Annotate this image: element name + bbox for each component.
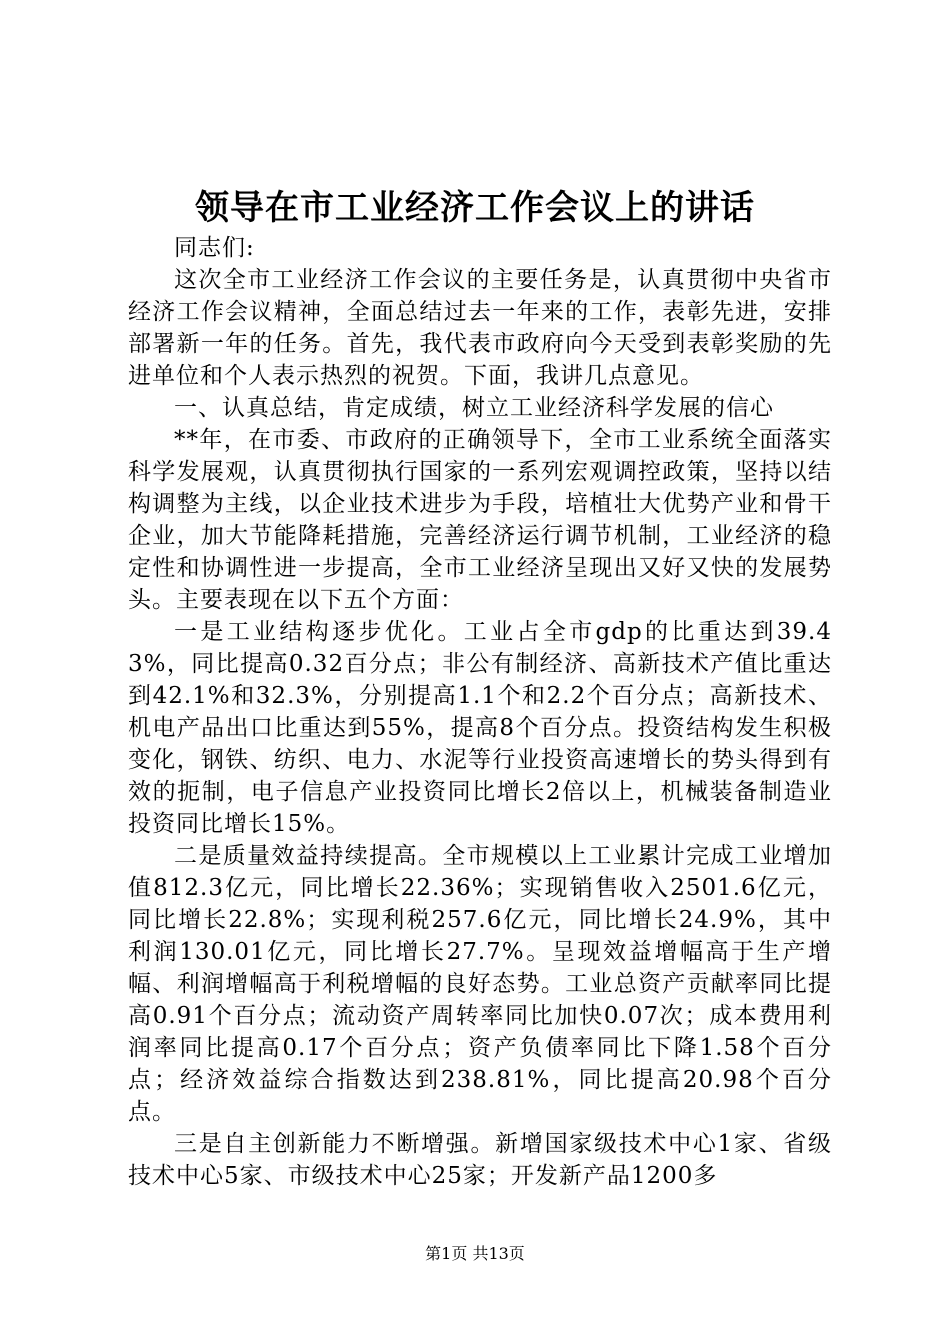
body-paragraph: 二是质量效益持续提高。全市规模以上工业累计完成工业增加值812.3亿元，同比增长22.36%；实现销售收入2501.6亿元，同比增长22.8%；实现利税257.6亿元，同比增长24.9%，其中利润130.01亿元，同比增长27.7%。呈现效益增幅高于生产增幅、利润增幅高于利税增幅的良好态势。工业总资产贡献率同比提高0.91个百分点；流动资产周转率同比加快0.07次；成本费用利润率同比提高0.17个百分点；资产负债率同比下降1.58个百分点；经济效益综合指数达到238.81%，同比提高20.98个百分点。 bbox=[128, 843, 832, 1125]
document-title: 领导在市工业经济工作会议上的讲话 bbox=[195, 188, 755, 228]
body-paragraph: 一是工业结构逐步优化。工业占全市gdp的比重达到39.43%，同比提高0.32百分点；非公有制经济、高新技术产值比重达到42.1%和32.3%，分别提高1.1个和2.2个百分点；高新技术、机电产品出口比重达到55%，提高8个百分点。投资结构发生积极变化，钢铁、纺织、电力、水泥等行业投资高速增长的势头得到有效的扼制，电子信息产业投资同比增长2倍以上，机械装备制造业投资同比增长15%。 bbox=[128, 619, 832, 837]
page-footer: 第1页 共13页 bbox=[425, 1244, 525, 1263]
body-paragraph: 这次全市工业经济工作会议的主要任务是，认真贯彻中央省市经济工作会议精神，全面总结过去一年来的工作，表彰先进，安排部署新一年的任务。首先，我代表市政府向今天受到表彰奖励的先进单位和个人表示热烈的祝贺。下面，我讲几点意见。 bbox=[128, 267, 832, 389]
salutation: 同志们: bbox=[174, 235, 255, 261]
section-heading: 一、认真总结，肯定成绩，树立工业经济科学发展的信心 bbox=[174, 395, 774, 421]
body-paragraph: 三是自主创新能力不断增强。新增国家级技术中心1家、省级技术中心5家、市级技术中心25家；开发新产品1200多 bbox=[128, 1131, 832, 1189]
body-paragraph: **年，在市委、市政府的正确领导下，全市工业系统全面落实科学发展观，认真贯彻执行国家的一系列宏观调控政策，坚持以结构调整为主线，以企业技术进步为手段，培植壮大优势产业和骨干企业，加大节能降耗措施，完善经济运行调节机制，工业经济的稳定性和协调性进一步提高，全市工业经济呈现出又好又快的发展势头。主要表现在以下五个方面： bbox=[128, 427, 832, 613]
document-body bbox=[128, 232, 832, 1192]
